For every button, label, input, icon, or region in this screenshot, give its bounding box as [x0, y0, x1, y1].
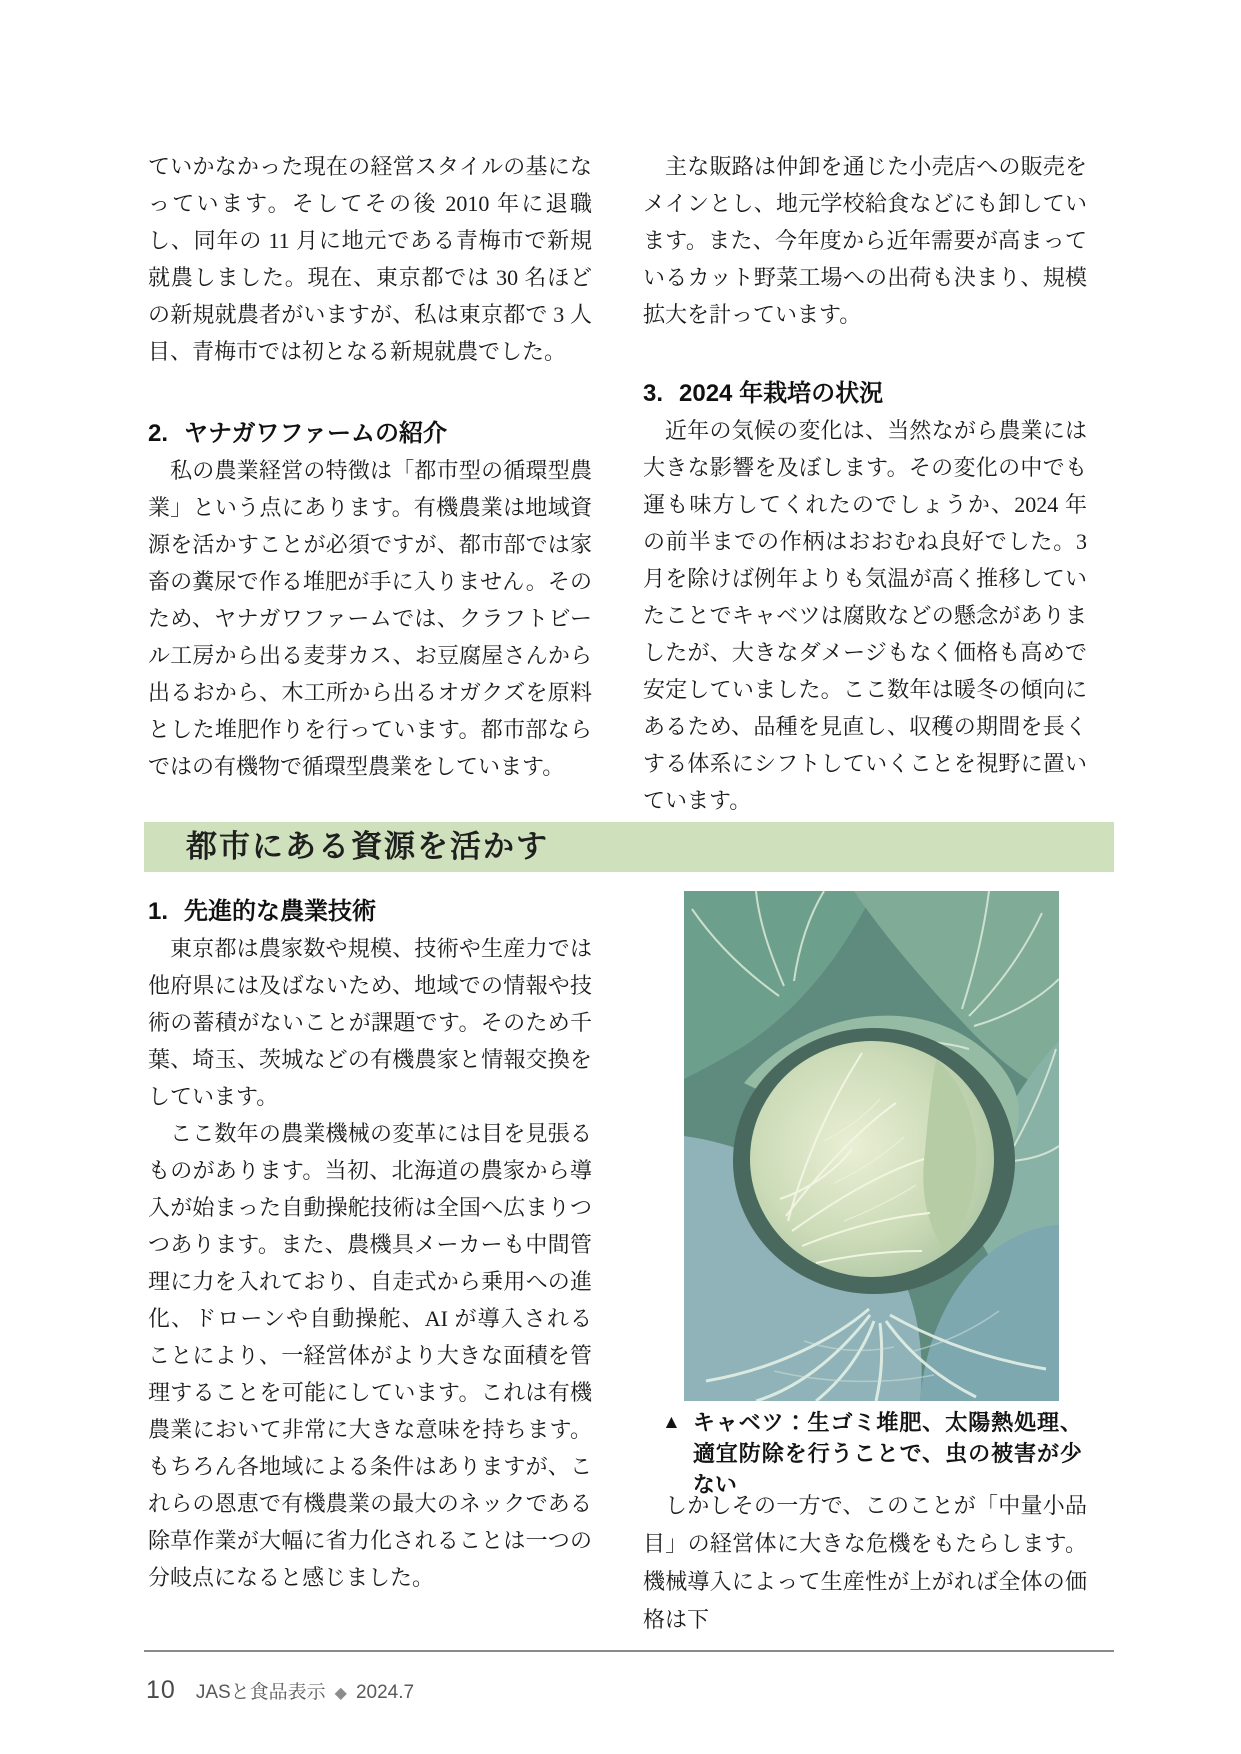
section-2-title: ヤナガワファームの紹介	[184, 420, 448, 447]
issue-date: 2024.7	[355, 1682, 415, 1703]
cultivation-2024-paragraph: 近年の気候の変化は、当然ながら農業には大きな影響を及ぼします。その変化の中でも運も味方してくれたのでしょうか、2024 年の前半までの作柄はおおむね良好でした。3 月を除けば例年よりも気温が高く推移していたことでキャベツは腐敗などの懸念がありましたが、大きなダメージもなく価格も高めで安定していました。ここ数年は暖冬の傾向にあるため、品種を見直し、収穫の期間を長くする体系にシフトしていくことを視野に置いています。	[643, 418, 1087, 813]
caption-text: キャベツ：生ゴミ堆肥、太陽熱処理、適宜防除を行うことで、虫の被害が少ない	[692, 1410, 1082, 1497]
section-2-number: 2.	[148, 420, 169, 447]
tech-paragraph-2: ここ数年の農業機械の変革には目を見張るものがあります。当初、北海道の農家から導入が始まった自動操舵技術は全国へ広まりつつあります。また、農機具メーカーも中間管理に力を入れており、自走式から乗用への進化、ドローンや自動操舵、AI が導入されることにより、一経営体がより大きな面積を管理することを可能にしています。これは有機農業において非常に大きな意味を持ちます。もちろん各地域による条件はありますが、これらの恩恵で有機農業の最大のネックである除草作業が大幅に省力化されることは一つの分岐点になると感じました。	[148, 1121, 592, 1590]
section-1-heading	[148, 893, 592, 930]
cabbage-photo	[684, 891, 1059, 1401]
journal-title: JASと食品表示	[195, 1682, 326, 1703]
section-3-heading	[643, 375, 1087, 412]
section-3-title: 2024 年栽培の状況	[679, 380, 884, 407]
top-left-column	[148, 148, 592, 785]
top-right-column	[643, 148, 1087, 819]
crisis-paragraph: しかしその一方で、このことが「中量小品目」の経営体に大きな危機をもたらします。機械導入によって生産性が上がれば全体の価格は下	[643, 1493, 1087, 1632]
section-1-title: 先進的な農業技術	[184, 898, 377, 925]
sales-channel-paragraph: 主な販路は仲卸を通じた小売店への販売をメインとし、地元学校給食などにも卸しています。また、今年度から近年需要が高まっているカット野菜工場への出荷も決まり、規模拡大を計っています。	[643, 154, 1087, 327]
page-number: 10	[146, 1676, 176, 1704]
section-3-number: 3.	[643, 380, 664, 407]
page-footer	[146, 1676, 414, 1705]
caption-triangle-marker: ▲	[662, 1412, 681, 1433]
tech-paragraph-1: 東京都は農家数や規模、技術や生産力では他府県には及ばないため、地域での情報や技術の蓄積がないことが課題です。そのため千葉、埼玉、茨城などの有機農家と情報交換をしています。	[148, 936, 592, 1109]
farm-intro-paragraph: 私の農業経営の特徴は「都市型の循環型農業」という点にあります。有機農業は地域資源を活かすことが必須ですが、都市部では家畜の糞尿で作る堆肥が手に入りません。そのため、ヤナガワファームでは、クラフトビール工房から出る麦芽カス、お豆腐屋さんから出るおから、木工所から出るオガクズを原料とした堆肥作りを行っています。都市部ならではの有機物で循環型農業をしています。	[148, 458, 592, 779]
diamond-separator-icon: ◆	[334, 1685, 347, 1702]
cabbage-photo-illustration	[684, 891, 1059, 1401]
section-2-heading	[148, 415, 592, 452]
bottom-left-column	[148, 893, 592, 1596]
continued-paragraph: ていかなかった現在の経営スタイルの基になっています。そしてその後 2010 年に退職し、同年の 11 月に地元である青梅市で新規就農しました。現在、東京都では 30 名ほどの新規就農者がいますが、私は東京都で 3 人目、青梅市では初となる新規就農でした。	[148, 154, 592, 364]
section-banner	[144, 822, 1114, 872]
banner-title: 都市にある資源を活かす	[186, 829, 549, 864]
section-1-number: 1.	[148, 898, 169, 925]
footer-rule	[144, 1650, 1114, 1652]
